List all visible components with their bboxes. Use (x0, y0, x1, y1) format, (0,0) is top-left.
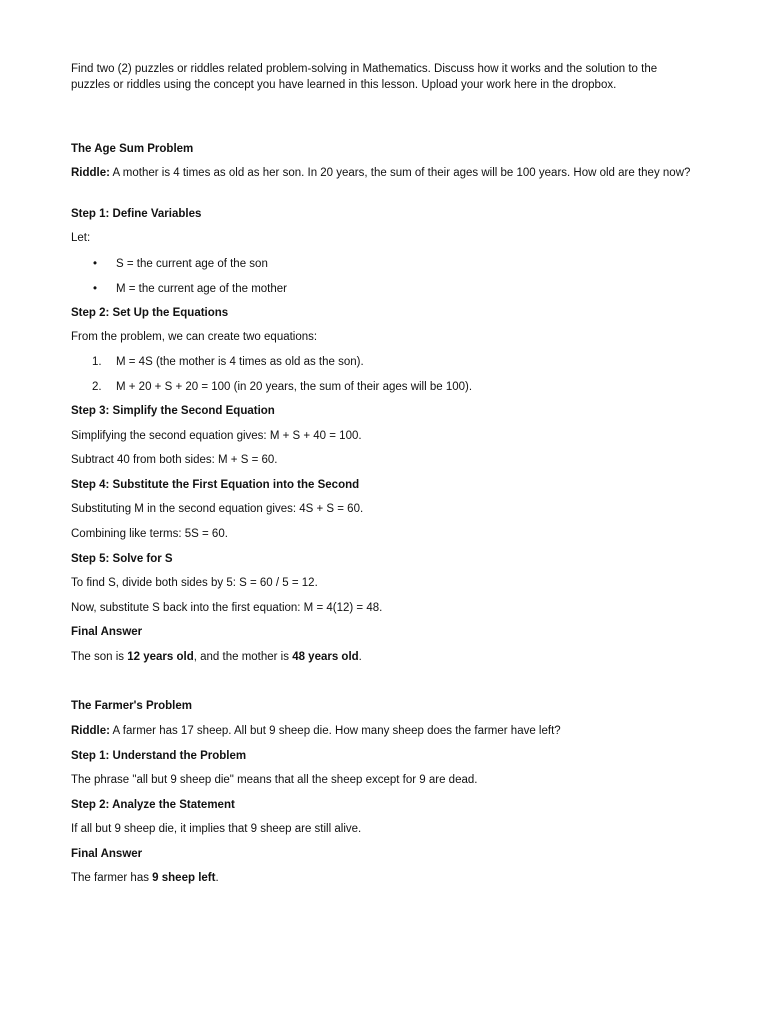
riddle2-statement (71, 724, 696, 740)
bullet-icon: • (93, 283, 98, 295)
riddle1-statement (71, 166, 696, 182)
intro-paragraph: Find two (2) puzzles or riddles related problem-solving in Mathematics. Discuss how it works and the solution to the puzzles or riddles using the concept you have learned in this lesson. Upload your work here in the dropbox. (71, 63, 658, 91)
r1-equation-text: M = 4S (the mother is 4 times as old as the son). (116, 356, 364, 368)
riddle1-label: Riddle: (71, 167, 110, 179)
r1-step5-text1: To find S, divide both sides by 5: S = 60 / 5 = 12. (71, 577, 318, 589)
r2-final-end: . (215, 872, 219, 884)
r1-step1-heading: Step 1: Define Variables (71, 208, 202, 220)
r1-final-mother-age: 48 years old (292, 651, 359, 663)
r1-final-answer (71, 650, 696, 666)
r1-step5-text2: Now, substitute S back into the first equation: M = 4(12) = 48. (71, 602, 383, 614)
riddle1-text: A mother is 4 times as old as her son. In 20 years, the sum of their ages will be 100 years. How old are they now? (109, 167, 691, 179)
r2-final-count: 9 sheep left (152, 872, 216, 884)
riddle2-text: A farmer has 17 sheep. All but 9 sheep die. How many sheep does the farmer have left? (109, 725, 561, 737)
r1-final-heading: Final Answer (71, 626, 143, 638)
r1-final-son-age: 12 years old (127, 651, 194, 663)
r1-step2-text: From the problem, we can create two equations: (71, 331, 318, 343)
r1-step5-heading: Step 5: Solve for S (71, 553, 173, 565)
r2-final-pre: The farmer has (71, 872, 153, 884)
riddle1-title: The Age Sum Problem (71, 143, 194, 155)
r1-step2-heading: Step 2: Set Up the Equations (71, 307, 229, 319)
r2-final-answer (71, 871, 696, 887)
r2-step1-text: The phrase "all but 9 sheep die" means that all the sheep except for 9 are dead. (71, 774, 478, 786)
r1-let: Let: (71, 232, 91, 244)
r1-equation-text: M + 20 + S + 20 = 100 (in 20 years, the sum of their ages will be 100). (116, 381, 473, 393)
r1-step3-text1: Simplifying the second equation gives: M + S + 40 = 100. (71, 430, 362, 442)
r1-bullet-text: M = the current age of the mother (116, 283, 287, 295)
riddle2-title: The Farmer's Problem (71, 700, 192, 712)
r1-bullet-text: S = the current age of the son (116, 258, 268, 270)
riddle2-label: Riddle: (71, 725, 110, 737)
list-number: 1. (92, 356, 102, 368)
r2-step1-heading: Step 1: Understand the Problem (71, 750, 247, 762)
r1-final-end: . (358, 651, 362, 663)
r1-final-mid: , and the mother is (193, 651, 293, 663)
r1-step4-heading: Step 4: Substitute the First Equation into the Second (71, 479, 360, 491)
r1-step4-text1: Substituting M in the second equation gives: 4S + S = 60. (71, 503, 364, 515)
r1-step3-text2: Subtract 40 from both sides: M + S = 60. (71, 454, 278, 466)
r2-final-heading: Final Answer (71, 848, 143, 860)
r1-step3-heading: Step 3: Simplify the Second Equation (71, 405, 275, 417)
r2-step2-heading: Step 2: Analyze the Statement (71, 799, 235, 811)
r1-step4-text2: Combining like terms: 5S = 60. (71, 528, 228, 540)
list-number: 2. (92, 381, 102, 393)
bullet-icon: • (93, 258, 98, 270)
r2-step2-text: If all but 9 sheep die, it implies that 9 sheep are still alive. (71, 823, 362, 835)
r1-final-pre: The son is (71, 651, 128, 663)
